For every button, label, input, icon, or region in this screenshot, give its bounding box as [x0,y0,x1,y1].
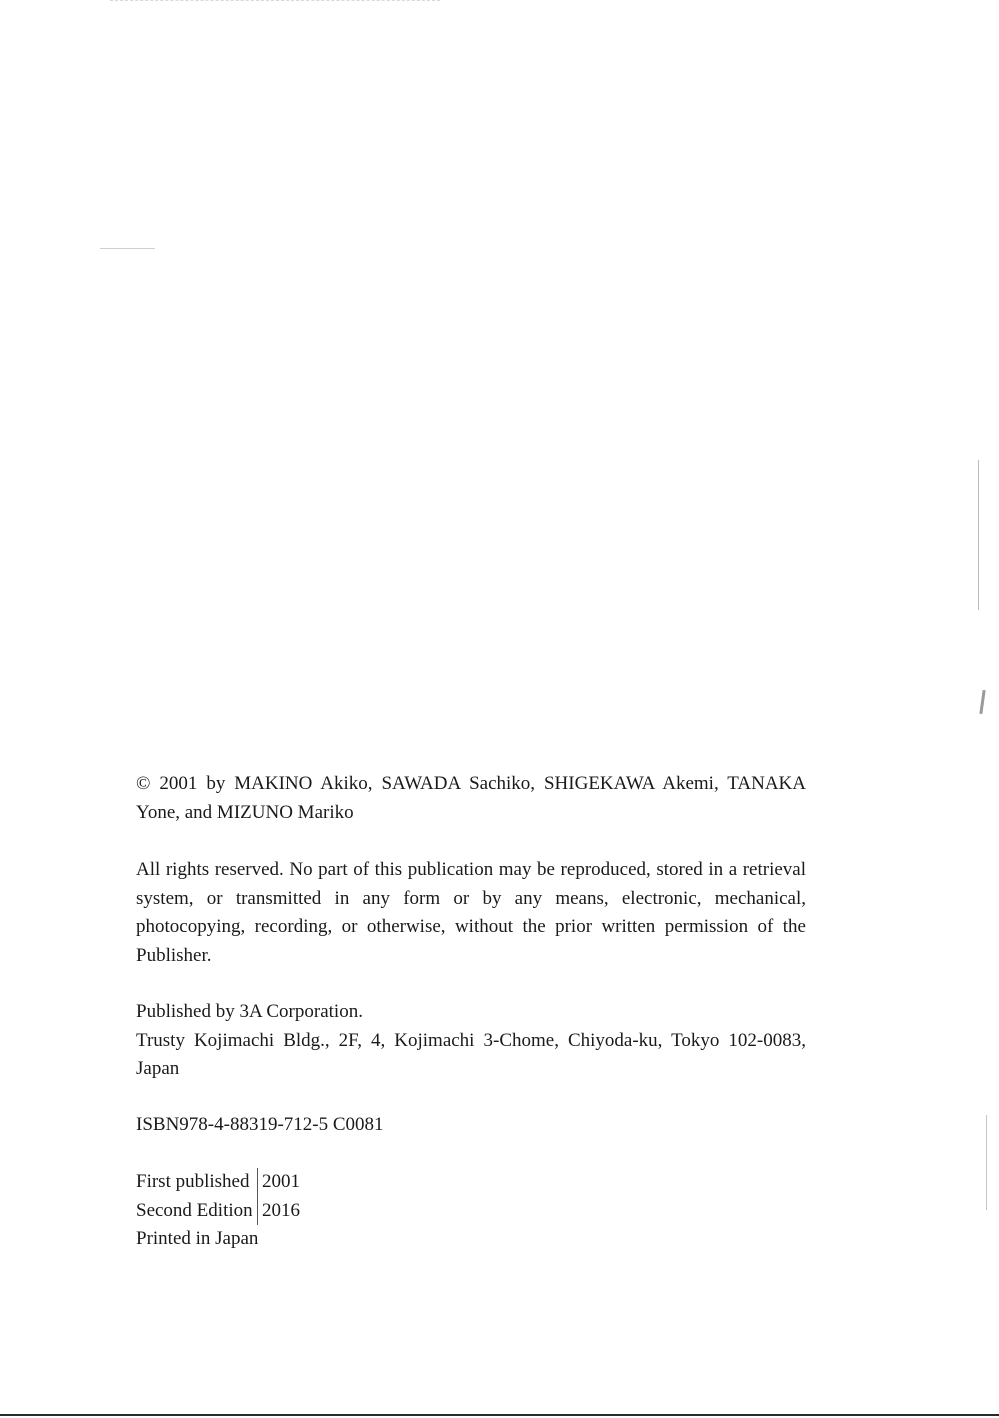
edition-row-second [136,1197,806,1226]
copyright-notice: © 2001 by MAKINO Akiko, SAWADA Sachiko, SHIGEKAWA Akemi, TANAKA Yone, and MIZUNO Mariko [136,773,806,823]
isbn-block [136,1111,806,1140]
rights-block [136,856,806,970]
publisher-block [136,998,806,1084]
page-bottom-edge [0,1414,999,1416]
scan-artifact-right-edge-lower [986,1115,987,1210]
copyright-block [136,770,806,827]
scan-artifact-left [100,248,155,249]
printed-in: Printed in Japan [136,1228,259,1249]
isbn: ISBN978-4-88319-712-5 C0081 [136,1113,384,1135]
publisher-address: Trusty Kojimachi Bldg., 2F, 4, Kojimachi 3-Chome, Chiyoda-ku, Tokyo 102-0083, Japan [136,1029,806,1079]
scan-artifact-right-edge [978,460,979,610]
edition-label: First published [136,1168,258,1197]
colophon [136,770,806,1254]
editions-block [136,1168,806,1254]
scan-artifact-mark [979,690,985,714]
edition-year: 2016 [262,1199,300,1221]
edition-row-first [136,1168,806,1197]
edition-year: 2001 [262,1171,300,1192]
edition-label: Second Edition [136,1197,258,1226]
publisher-line: Published by 3A Corporation. [136,1001,363,1022]
scan-artifact-top [110,0,440,2]
rights-statement: All rights reserved. No part of this publication may be reproduced, stored in a retrieval system, or transmitted in any form or by any means, electronic, mechanical, photocopying, recording, or otherwise, without the prior written permission of the Publisher. [136,859,806,966]
